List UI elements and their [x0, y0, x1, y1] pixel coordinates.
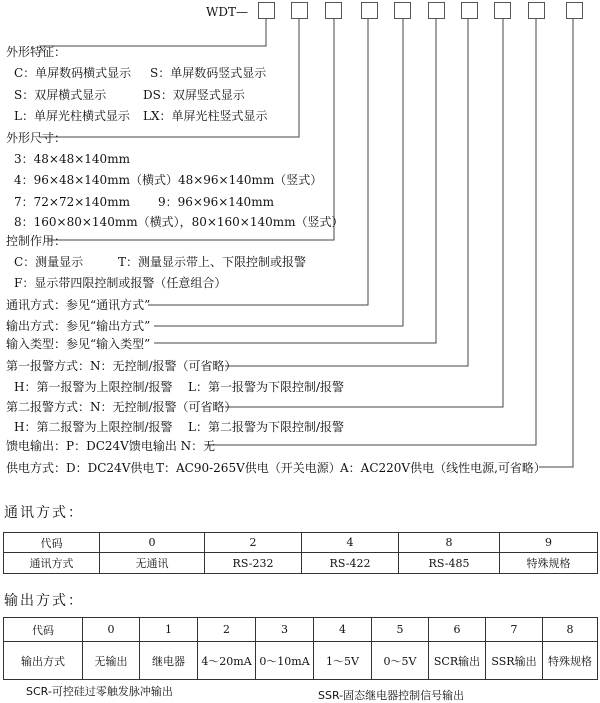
- output-header-cell: 6: [429, 618, 486, 642]
- code-box-1: [258, 2, 275, 19]
- spec-shape-s-dual: S：双屏横式显示: [14, 88, 107, 102]
- comm-cell: RS-422: [302, 553, 399, 574]
- table-row: [4, 642, 598, 680]
- output-header-cell: 代码: [4, 618, 83, 642]
- output-cell: 1～5V: [314, 642, 372, 680]
- code-box-7: [461, 2, 478, 19]
- spec-power-t: T：AC90-265V供电（开关电源）: [156, 461, 341, 475]
- spec-power-a: A：AC220V供电（线性电源,可省略）: [340, 461, 546, 475]
- output-table: [3, 617, 598, 680]
- spec-size-heading: 外形尺寸：: [6, 131, 67, 145]
- output-cell: SCR输出: [429, 642, 486, 680]
- comm-header-cell: 2: [205, 533, 302, 553]
- comm-cell: 特殊规格: [500, 553, 598, 574]
- comm-cell: RS-232: [205, 553, 302, 574]
- spec-size-9: 9：96×96×140mm: [158, 195, 274, 209]
- code-box-3: [325, 2, 342, 19]
- table-row: [4, 533, 598, 553]
- comm-header-cell: 4: [302, 533, 399, 553]
- model-prefix: WDT—: [206, 5, 248, 19]
- output-cell: 0～5V: [372, 642, 429, 680]
- output-header-cell: 3: [256, 618, 314, 642]
- output-header-cell: 5: [372, 618, 429, 642]
- output-header-cell: 7: [486, 618, 543, 642]
- output-cell: 4～20mA: [198, 642, 256, 680]
- code-box-2: [291, 2, 308, 19]
- footnote-ssr: SSR-固态继电器控制信号输出: [318, 689, 465, 702]
- comm-cell: 通讯方式: [4, 553, 100, 574]
- output-cell: 继电器: [140, 642, 198, 680]
- comm-title: 通讯方式：: [4, 505, 84, 521]
- output-title: 输出方式：: [4, 593, 84, 609]
- comm-header-cell: 0: [100, 533, 205, 553]
- code-box-5: [394, 2, 411, 19]
- spec-comm: 通讯方式：参见“通讯方式”: [6, 298, 151, 312]
- spec-control-c: C：测量显示: [14, 255, 84, 269]
- spec-control-heading: 控制作用：: [6, 234, 67, 248]
- spec-output: 输出方式：参见“输出方式”: [6, 319, 151, 333]
- spec-shape-heading: 外形特征：: [6, 45, 67, 59]
- code-box-6: [428, 2, 445, 19]
- spec-alarm1: 第一报警方式：N：无控制/报警（可省略）: [6, 359, 237, 373]
- spec-alarm2-l: L：第二报警为下限控制/报警: [188, 420, 345, 434]
- comm-header-cell: 8: [399, 533, 500, 553]
- spec-power-d: 供电方式：D：DC24V供电: [6, 461, 155, 475]
- spec-alarm2-h: H：第二报警为上限控制/报警: [14, 420, 173, 434]
- spec-shape-l: L：单屏光柱横式显示: [14, 109, 130, 123]
- spec-size-7: 7：72×72×140mm: [14, 195, 130, 209]
- output-header-cell: 2: [198, 618, 256, 642]
- output-cell: 输出方式: [4, 642, 83, 680]
- output-header-cell: 1: [140, 618, 198, 642]
- spec-shape-c: C：单屏数码横式显示: [14, 66, 132, 80]
- output-header-cell: 4: [314, 618, 372, 642]
- output-header-cell: 8: [543, 618, 598, 642]
- spec-alarm2: 第二报警方式：N：无控制/报警（可省略）: [6, 400, 237, 414]
- spec-control-t: T：测量显示带上、下限控制或报警: [118, 255, 307, 269]
- code-box-8: [494, 2, 511, 19]
- output-cell: 无输出: [83, 642, 140, 680]
- code-box-9: [528, 2, 545, 19]
- output-cell: SSR输出: [486, 642, 543, 680]
- spec-feed: 馈电输出：P：DC24V馈电输出 N：无: [6, 439, 216, 453]
- spec-shape-s-single: S：单屏数码竖式显示: [150, 66, 267, 80]
- spec-control-f: F：显示带四限控制或报警（任意组合）: [14, 276, 227, 290]
- spec-size-8: 8：160×80×140mm（横式），80×160×140mm（竖式）: [14, 215, 344, 229]
- spec-input: 输入类型：参见“输入类型”: [6, 337, 151, 351]
- output-header-cell: 0: [83, 618, 140, 642]
- output-cell: 特殊规格: [543, 642, 598, 680]
- table-row: [4, 553, 598, 574]
- spec-alarm1-l: L：第一报警为下限控制/报警: [188, 380, 345, 394]
- spec-size-4: 4：96×48×140mm（横式）48×96×140mm（竖式）: [14, 173, 323, 187]
- spec-alarm1-h: H：第一报警为上限控制/报警: [14, 380, 173, 394]
- comm-header-cell: 代码: [4, 533, 100, 553]
- footnote-scr: SCR-可控硅过零触发脉冲输出: [26, 685, 173, 698]
- code-box-10: [566, 2, 583, 19]
- spec-size-3: 3：48×48×140mm: [14, 152, 130, 166]
- comm-header-cell: 9: [500, 533, 598, 553]
- code-box-4: [361, 2, 378, 19]
- comm-cell: 无通讯: [100, 553, 205, 574]
- spec-shape-ds: DS：双屏竖式显示: [143, 88, 245, 102]
- comm-cell: RS-485: [399, 553, 500, 574]
- output-cell: 0～10mA: [256, 642, 314, 680]
- comm-table: [3, 532, 598, 574]
- table-row: [4, 618, 598, 642]
- spec-shape-lx: LX：单屏光柱竖式显示: [143, 109, 268, 123]
